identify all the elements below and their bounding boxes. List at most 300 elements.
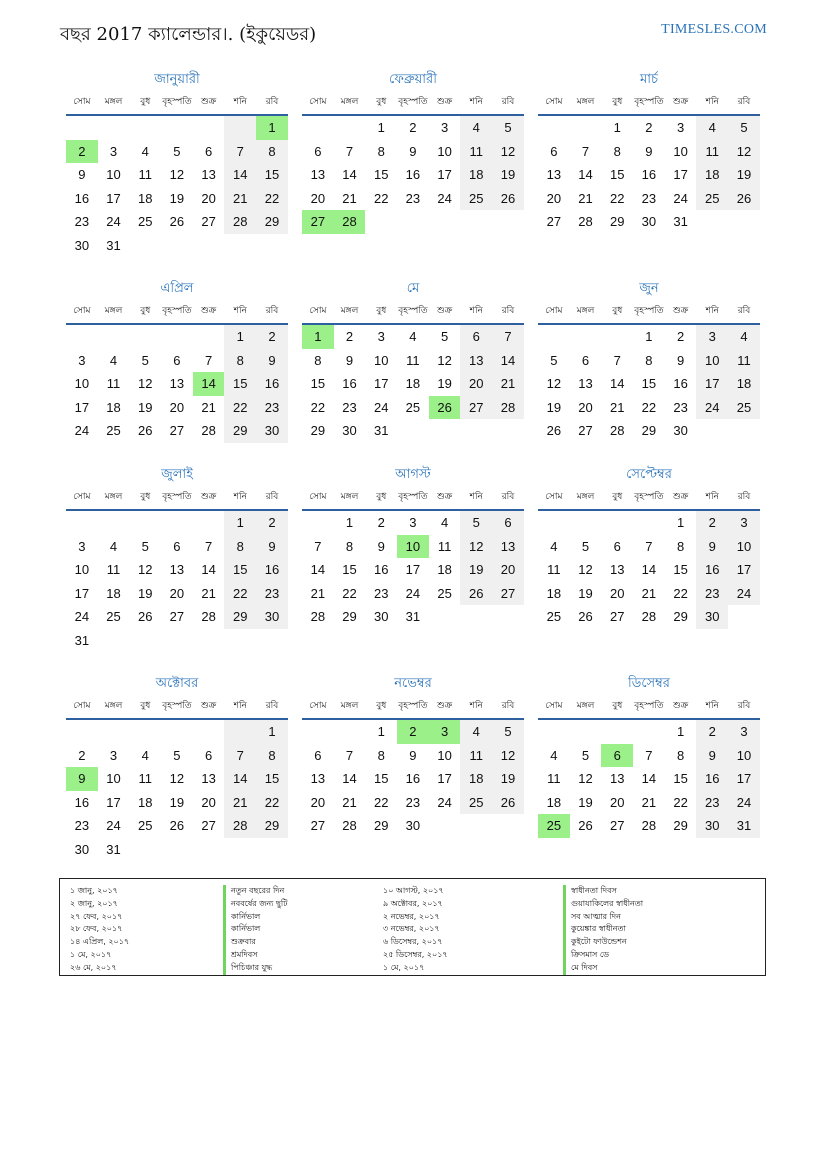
day-cell: 6 xyxy=(460,325,492,349)
day-cell: 23 xyxy=(641,190,657,206)
weekday-label: রবি xyxy=(737,306,751,316)
month-name: এপ্রিল xyxy=(160,281,194,296)
day-cell: 5 xyxy=(550,352,558,368)
weekday-label: বুধ xyxy=(376,701,387,711)
day-cell: 25 xyxy=(696,187,728,211)
month-name: জানুয়ারী xyxy=(154,72,200,87)
day-cell: 12 xyxy=(578,562,593,577)
day-cell: 29 xyxy=(224,419,256,443)
empty-cell xyxy=(129,838,161,862)
day-cell: 26 xyxy=(728,187,760,211)
day-cell: 18 xyxy=(106,399,121,415)
week-row xyxy=(66,372,288,396)
month-name: অক্টোবর xyxy=(155,676,199,691)
day-cell: 6 xyxy=(492,511,524,535)
day-cell: 7 xyxy=(645,747,653,763)
day-cell: 13 xyxy=(169,562,185,577)
month-block xyxy=(538,465,760,629)
day-cell: 6 xyxy=(173,538,181,554)
week-row xyxy=(538,210,760,234)
month-block xyxy=(302,279,524,443)
year-calendar xyxy=(66,70,762,870)
weekday-label: শনি xyxy=(469,306,483,316)
day-cell: 29 xyxy=(310,423,326,438)
day-cell: 19 xyxy=(137,399,153,415)
day-cell: 12 xyxy=(137,376,153,391)
day-cell: 4 xyxy=(696,116,728,140)
weekday-label: বৃহস্পতি xyxy=(634,701,664,711)
day-cell: 14 xyxy=(609,376,625,391)
weekday-label: রবি xyxy=(501,306,515,316)
day-cell: 7 xyxy=(224,744,256,768)
day-cell: 27 xyxy=(169,609,185,624)
day-cell: 16 xyxy=(405,771,421,786)
holiday-date: ২৫ ডিসেম্বর, ২০১৭ xyxy=(383,949,448,959)
weekday-label: বুধ xyxy=(140,97,151,107)
week-row xyxy=(302,163,524,187)
empty-cell xyxy=(429,605,461,629)
day-cell: 24 xyxy=(405,585,421,601)
empty-cell xyxy=(256,234,288,258)
day-cell: 23 xyxy=(256,396,288,420)
day-cell: 30 xyxy=(256,419,288,443)
day-cell: 12 xyxy=(169,167,185,182)
day-cell: 15 xyxy=(609,167,625,182)
day-cell: 21 xyxy=(342,190,357,206)
day-cell: 12 xyxy=(437,352,452,368)
day-cell: 13 xyxy=(460,349,492,373)
day-cell: 7 xyxy=(613,352,621,368)
day-cell: 5 xyxy=(460,511,492,535)
month-name: নভেম্বর xyxy=(394,676,432,691)
week-row xyxy=(538,814,760,838)
day-cell: 12 xyxy=(546,376,562,391)
day-cell: 16 xyxy=(405,167,421,182)
weekday-label: রবি xyxy=(501,701,515,711)
day-cell: 26 xyxy=(169,818,185,833)
day-cell: 25 xyxy=(728,396,760,420)
day-cell: 29 xyxy=(373,818,389,833)
day-cell: 8 xyxy=(377,143,385,159)
week-row xyxy=(66,535,288,559)
empty-cell xyxy=(193,511,225,535)
week-row xyxy=(302,140,524,164)
day-cell: 20 xyxy=(609,585,625,601)
weekday-label: সোম xyxy=(545,701,563,711)
month-block xyxy=(538,279,760,443)
day-cell: 6 xyxy=(173,352,181,368)
day-cell: 20 xyxy=(169,585,185,601)
empty-cell xyxy=(161,116,193,140)
day-cell: 30 xyxy=(696,605,728,629)
day-cell: 16 xyxy=(256,558,288,582)
holiday-name: ক্রিসমাস ডে xyxy=(563,949,643,962)
week-row xyxy=(302,396,524,420)
weekday-label: শুক্র xyxy=(200,97,217,107)
empty-cell xyxy=(256,629,288,653)
day-cell: 5 xyxy=(173,143,181,159)
empty-cell xyxy=(98,720,130,744)
day-cell: 22 xyxy=(310,399,326,415)
week-row xyxy=(538,744,760,768)
weekday-label: মঙ্গল xyxy=(104,701,123,711)
day-cell: 8 xyxy=(224,349,256,373)
month-name: ফেব্রুয়ারী xyxy=(389,72,437,87)
weekday-label: বৃহস্পতি xyxy=(634,97,664,107)
week-row xyxy=(538,187,760,211)
day-cell: 16 xyxy=(673,376,688,391)
day-cell: 21 xyxy=(224,791,256,815)
day-cell: 5 xyxy=(581,747,590,763)
weekday-header xyxy=(538,694,760,720)
day-cell: 4 xyxy=(141,747,149,763)
day-cell: 24 xyxy=(106,818,121,833)
holiday-name: কুইটো ফাউন্ডেশন xyxy=(563,936,643,949)
day-cell: 5 xyxy=(440,329,449,344)
empty-cell xyxy=(129,720,161,744)
week-row xyxy=(302,558,524,582)
week-row xyxy=(66,187,288,211)
day-cell: 13 xyxy=(492,535,524,559)
day-cell: 7 xyxy=(224,140,256,164)
day-cell: 16 xyxy=(641,167,657,182)
day-cell: 3 xyxy=(676,120,685,135)
day-cell: 24 xyxy=(106,214,121,229)
weekday-label: সোম xyxy=(309,701,327,711)
weekday-label: মঙ্গল xyxy=(576,701,595,711)
holiday-date: ২৮ ফেব, ২০১৭ xyxy=(70,924,123,934)
empty-cell xyxy=(161,838,193,862)
week-row xyxy=(66,791,288,815)
holiday-name: সব আত্মার দিন xyxy=(563,911,643,924)
day-cell: 13 xyxy=(310,771,326,786)
weekday-header xyxy=(538,90,760,116)
weekday-label: সোম xyxy=(309,492,327,502)
weekday-label: বৃহস্পতি xyxy=(162,97,192,107)
weekday-label: শনি xyxy=(469,97,483,107)
weekday-label: শুক্র xyxy=(436,492,453,502)
empty-cell xyxy=(193,720,225,744)
day-cell: 24 xyxy=(673,190,688,206)
empty-cell xyxy=(98,325,130,349)
week-row xyxy=(538,605,760,629)
weekday-label: রবি xyxy=(265,701,279,711)
day-cell: 28 xyxy=(578,214,593,229)
legend-column xyxy=(70,885,129,975)
day-cell: 4 xyxy=(460,720,492,744)
day-cell: 28 xyxy=(224,814,256,838)
day-cell: 9 xyxy=(256,349,288,373)
day-cell: 13 xyxy=(201,771,216,786)
day-cell: 19 xyxy=(437,376,452,391)
month-block xyxy=(302,70,524,234)
week-row xyxy=(66,396,288,420)
day-cell: 6 xyxy=(613,538,621,554)
day-cell: 3 xyxy=(109,747,118,763)
week-row xyxy=(66,116,288,140)
day-cell: 10 xyxy=(728,744,760,768)
day-cell: 23 xyxy=(373,585,389,601)
week-row xyxy=(66,419,288,443)
weekday-label: শনি xyxy=(233,701,247,711)
day-cell: 11 xyxy=(106,376,121,391)
week-row xyxy=(66,744,288,768)
weekday-label: বুধ xyxy=(140,306,151,316)
day-cell: 29 xyxy=(256,814,288,838)
weekday-label: বৃহস্পতি xyxy=(162,492,192,502)
day-cell: 6 xyxy=(581,352,590,368)
day-cell: 1 xyxy=(345,515,354,530)
day-cell: 10 xyxy=(74,562,90,577)
day-cell: 3 xyxy=(78,352,86,368)
weekday-label: শুক্র xyxy=(200,306,217,316)
day-cell: 1 xyxy=(676,724,685,739)
day-cell: 20 xyxy=(460,372,492,396)
week-row xyxy=(538,767,760,791)
day-cell: 5 xyxy=(141,352,149,368)
weekday-label: শুক্র xyxy=(672,97,689,107)
weekday-label: বৃহস্পতি xyxy=(398,701,428,711)
empty-cell xyxy=(193,629,225,653)
day-cell: 16 xyxy=(256,372,288,396)
weekday-label: বুধ xyxy=(140,492,151,502)
month-name: মার্চ xyxy=(639,72,658,87)
weekday-label: বৃহস্পতি xyxy=(398,306,428,316)
weekday-label: বৃহস্পতি xyxy=(634,492,664,502)
week-row xyxy=(538,791,760,815)
day-cell: 8 xyxy=(256,140,288,164)
day-cell: 6 xyxy=(314,143,322,159)
holiday-name: শ্রমদিবস xyxy=(223,949,288,962)
empty-cell xyxy=(728,210,760,234)
day-cell: 16 xyxy=(74,190,90,206)
empty-cell xyxy=(633,720,665,744)
day-cell: 27 xyxy=(609,609,625,624)
day-cell: 10 xyxy=(696,349,728,373)
day-cell: 4 xyxy=(728,325,760,349)
weekday-label: শুক্র xyxy=(200,492,217,502)
day-cell: 21 xyxy=(224,187,256,211)
weekday-label: শুক্র xyxy=(672,701,689,711)
holiday-date: ২৭ ফেব, ২০১৭ xyxy=(70,911,123,921)
day-cell: 9 xyxy=(377,538,385,554)
day-cell: 17 xyxy=(106,190,121,206)
day-cell: 20 xyxy=(492,558,524,582)
day-cell: 29 xyxy=(673,609,688,624)
day-cell: 9 xyxy=(409,747,417,763)
day-cell: 1 xyxy=(377,724,385,739)
day-cell: 9 xyxy=(696,744,728,768)
legend-column xyxy=(223,885,288,975)
month-name: জুলাই xyxy=(161,467,193,482)
day-cell: 1 xyxy=(377,120,385,135)
month-block xyxy=(66,70,288,257)
weekday-header xyxy=(302,694,524,720)
week-row xyxy=(66,558,288,582)
weekday-label: মঙ্গল xyxy=(104,492,123,502)
day-cell: 17 xyxy=(437,167,452,182)
weekday-label: বুধ xyxy=(140,701,151,711)
empty-cell xyxy=(696,210,728,234)
week-row xyxy=(538,372,760,396)
empty-cell xyxy=(601,325,633,349)
empty-cell xyxy=(161,511,193,535)
day-cell: 13 xyxy=(169,376,185,391)
day-cell: 2 xyxy=(696,511,728,535)
day-cell: 26 xyxy=(492,791,524,815)
empty-cell xyxy=(460,210,492,234)
empty-cell xyxy=(129,234,161,258)
day-cell: 19 xyxy=(492,767,524,791)
day-cell: 6 xyxy=(204,747,213,763)
month-block xyxy=(66,674,288,861)
weekday-label: সোম xyxy=(73,492,91,502)
empty-cell xyxy=(193,116,225,140)
day-cell: 7 xyxy=(204,538,213,554)
empty-cell xyxy=(129,629,161,653)
weekday-label: বৃহস্পতি xyxy=(398,97,428,107)
day-cell: 8 xyxy=(377,747,385,763)
day-cell: 20 xyxy=(546,190,562,206)
empty-cell xyxy=(98,629,130,653)
day-cell: 12 xyxy=(137,562,153,577)
empty-cell xyxy=(224,838,256,862)
empty-cell xyxy=(429,814,461,838)
day-cell: 16 xyxy=(373,562,389,577)
month-name: জুন xyxy=(639,281,659,296)
day-cell: 23 xyxy=(256,582,288,606)
day-cell: 31 xyxy=(373,423,389,438)
day-cell: 23 xyxy=(405,794,421,810)
empty-cell xyxy=(224,720,256,744)
page-title: বছর 2017 ক্যালেন্ডার।. (ইকুয়েডর) xyxy=(60,24,317,45)
day-cell: 26 xyxy=(460,582,492,606)
day-cell: 22 xyxy=(342,585,357,601)
day-cell: 17 xyxy=(728,558,760,582)
day-cell: 12 xyxy=(492,744,524,768)
week-row xyxy=(302,535,524,559)
day-cell: 20 xyxy=(310,190,326,206)
day-cell: 22 xyxy=(673,794,688,810)
empty-cell xyxy=(728,605,760,629)
day-cell: 14 xyxy=(342,167,357,182)
day-cell: 17 xyxy=(373,376,389,391)
day-cell: 14 xyxy=(224,767,256,791)
day-cell: 30 xyxy=(74,237,90,253)
holiday-name: স্বাধীনতা দিবস xyxy=(563,885,643,898)
day-cell: 16 xyxy=(696,767,728,791)
day-cell: 17 xyxy=(728,767,760,791)
week-row xyxy=(302,349,524,373)
holiday-name: নতুন বছরের দিন xyxy=(223,885,288,898)
day-cell: 13 xyxy=(609,562,625,577)
day-cell: 25 xyxy=(538,814,570,838)
weekday-label: সোম xyxy=(545,97,563,107)
day-cell: 28 xyxy=(334,210,366,234)
day-cell: 30 xyxy=(673,423,688,438)
day-cell: 3 xyxy=(440,120,449,135)
day-cell: 21 xyxy=(201,399,216,415)
day-cell: 9 xyxy=(78,167,86,182)
empty-cell xyxy=(98,511,130,535)
day-cell: 19 xyxy=(578,585,593,601)
empty-cell xyxy=(570,325,602,349)
weekday-label: শনি xyxy=(705,701,719,711)
day-cell: 9 xyxy=(409,143,417,159)
day-cell: 25 xyxy=(106,609,121,624)
weekday-label: সোম xyxy=(73,701,91,711)
weekday-header xyxy=(66,90,288,116)
weekday-header xyxy=(66,299,288,325)
day-cell: 11 xyxy=(547,771,561,786)
day-cell: 9 xyxy=(66,767,98,791)
day-cell: 14 xyxy=(641,562,657,577)
day-cell: 7 xyxy=(645,538,653,554)
week-row xyxy=(538,419,760,443)
day-cell: 15 xyxy=(256,163,288,187)
day-cell: 8 xyxy=(613,143,621,159)
weekday-label: রবি xyxy=(265,492,279,502)
day-cell: 18 xyxy=(460,767,492,791)
weekday-header xyxy=(538,299,760,325)
day-cell: 3 xyxy=(728,720,760,744)
week-row xyxy=(538,720,760,744)
day-cell: 27 xyxy=(310,818,326,833)
weekday-label: বুধ xyxy=(612,306,623,316)
day-cell: 18 xyxy=(546,794,562,810)
day-cell: 26 xyxy=(429,396,461,420)
day-cell: 16 xyxy=(696,558,728,582)
weekday-label: মঙ্গল xyxy=(340,701,359,711)
day-cell: 11 xyxy=(138,167,152,182)
day-cell: 17 xyxy=(696,372,728,396)
weekday-label: রবি xyxy=(737,97,751,107)
day-cell: 21 xyxy=(492,372,524,396)
day-cell: 2 xyxy=(66,140,98,164)
day-cell: 14 xyxy=(310,562,326,577)
day-cell: 8 xyxy=(256,744,288,768)
day-cell: 25 xyxy=(546,609,562,624)
day-cell: 27 xyxy=(169,423,185,438)
week-row xyxy=(302,187,524,211)
day-cell: 2 xyxy=(676,329,685,344)
empty-cell xyxy=(460,814,492,838)
day-cell: 10 xyxy=(437,143,452,159)
day-cell: 18 xyxy=(137,190,153,206)
weekday-label: মঙ্গল xyxy=(576,492,595,502)
day-cell: 11 xyxy=(696,140,728,164)
day-cell: 24 xyxy=(373,399,389,415)
empty-cell xyxy=(161,234,193,258)
day-cell: 4 xyxy=(550,747,558,763)
day-cell: 22 xyxy=(256,791,288,815)
day-cell: 3 xyxy=(429,720,461,744)
week-row xyxy=(302,814,524,838)
day-cell: 11 xyxy=(406,352,420,368)
month-name: আগস্ট xyxy=(395,467,431,482)
day-cell: 5 xyxy=(492,720,524,744)
site-link[interactable]: TIMESLES.COM xyxy=(661,22,767,37)
day-cell: 9 xyxy=(696,535,728,559)
day-cell: 1 xyxy=(613,120,621,135)
holiday-name: কার্নিভাল xyxy=(223,923,288,936)
day-cell: 20 xyxy=(578,399,593,415)
day-cell: 3 xyxy=(409,515,417,530)
weekday-label: রবি xyxy=(265,97,279,107)
day-cell: 25 xyxy=(460,791,492,815)
day-cell: 20 xyxy=(201,794,216,810)
empty-cell xyxy=(66,720,98,744)
